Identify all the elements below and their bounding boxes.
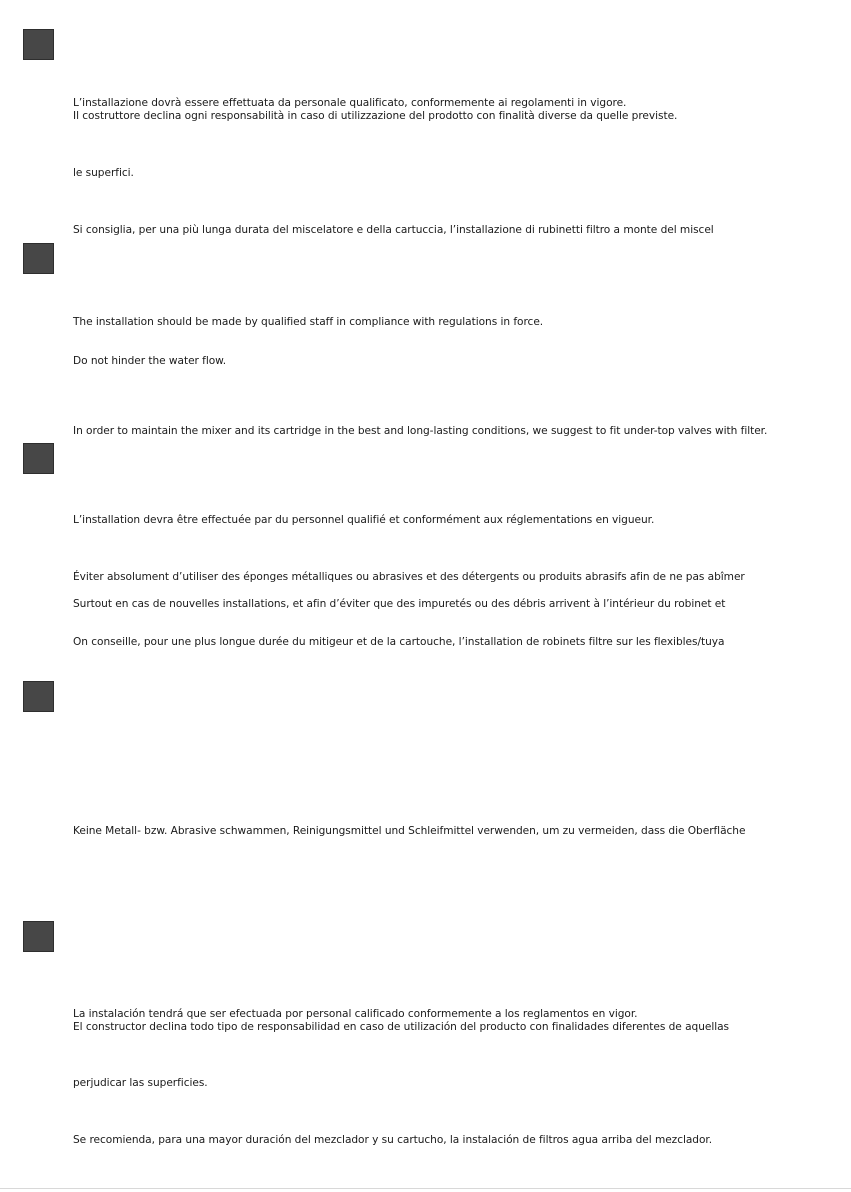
- paragraph-line: In order to maintain the mixer and its cartridge in the best and long-lasting conditions, we suggest to fit under-top valves with filter.: [73, 425, 768, 437]
- paragraph-line: Se recomienda, para una mayor duración del mezclador y su cartucho, la instalación de filtros agua arriba del mezclador.: [73, 1134, 713, 1146]
- paragraph-line: le superfici.: [73, 167, 134, 179]
- paragraph-line: The installation should be made by qualified staff in compliance with regulations in force.: [73, 316, 544, 328]
- paragraph-line: La instalación tendrá que ser efectuada por personal calificado conformemente a los reglamentos en vigor.: [73, 1008, 638, 1020]
- section-marker-de: [23, 681, 54, 712]
- paragraph-line: Il costruttore declina ogni responsabilità in caso di utilizzazione del prodotto con finalità diverse da quelle previste.: [73, 110, 678, 122]
- paragraph-line: Keine Metall- bzw. Abrasive schwammen, Reinigungsmittel und Schleifmittel verwenden, um zu vermeiden, dass die Oberfläche: [73, 825, 746, 837]
- section-marker-it: [23, 29, 54, 60]
- paragraph-line: Surtout en cas de nouvelles installations, et afin d’éviter que des impuretés ou des débris arrivent à l’intérieur du robinet et: [73, 598, 726, 610]
- paragraph-line: perjudicar las superficies.: [73, 1077, 208, 1089]
- section-marker-en: [23, 243, 54, 274]
- paragraph-line: El constructor declina todo tipo de responsabilidad en caso de utilización del producto con finalidades diferentes de aquellas: [73, 1021, 730, 1033]
- paragraph-line: Éviter absolument d’utiliser des éponges métalliques ou abrasives et des détergents ou produits abrasifs afin de ne pas abîmer: [73, 571, 745, 583]
- paragraph-line: L’installazione dovrà essere effettuata da personale qualificato, conformemente ai regolamenti in vigore.: [73, 97, 627, 109]
- page-bottom-rule: [0, 1188, 851, 1189]
- paragraph-line: Si consiglia, per una più lunga durata del miscelatore e della cartuccia, l’installazione di rubinetti filtro a monte del miscel: [73, 224, 714, 236]
- section-marker-es: [23, 921, 54, 952]
- paragraph-line: Do not hinder the water flow.: [73, 355, 227, 367]
- paragraph-line: L’installation devra être effectuée par du personnel qualifié et conformément aux réglementations en vigueur.: [73, 514, 655, 526]
- paragraph-line: On conseille, pour une plus longue durée du mitigeur et de la cartouche, l’installation de robinets filtre sur les flexibles/tuya: [73, 636, 725, 648]
- section-marker-fr: [23, 443, 54, 474]
